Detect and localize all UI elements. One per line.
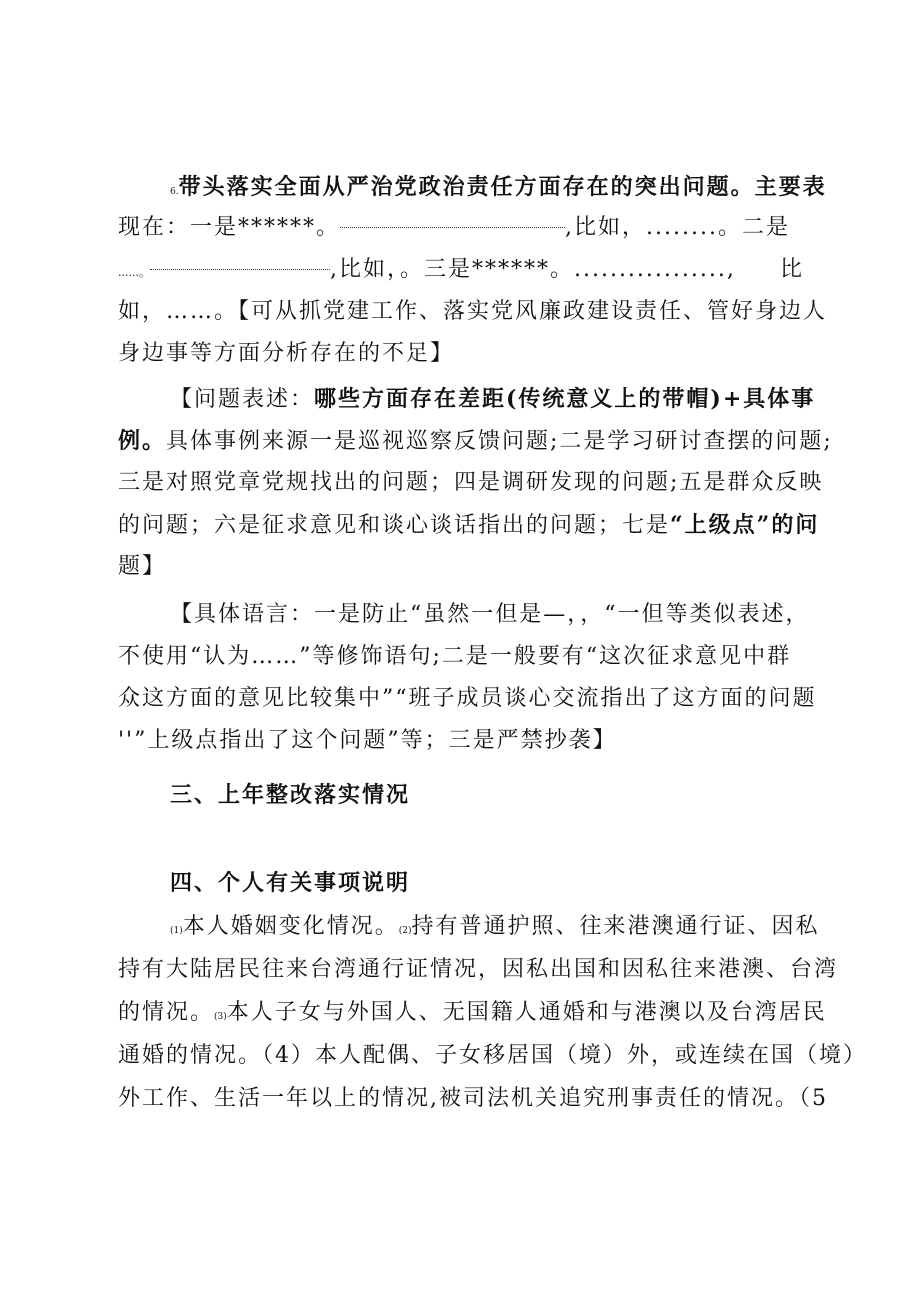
language-line-4: ''”上级点指出了这个问题”等；三是严禁抄袭】	[118, 728, 617, 753]
personal-text: 的情况。	[118, 1000, 215, 1025]
heading-section-3: 三、上年整改落实情况	[170, 782, 411, 808]
section6-title: 带头落实全面从严治党政治责任方面存在的突出问题。	[178, 174, 755, 200]
section6-line-5: 身边事等方面分析存在的不足】	[118, 341, 455, 366]
item-marker: (2)	[398, 926, 412, 936]
section6-text: 比	[780, 257, 805, 282]
problem-line-2	[118, 426, 833, 457]
problem-line-4	[118, 510, 819, 541]
personal-text: 持有普通护照、往来港澳通行证、因私	[411, 914, 820, 939]
problem-text: 的问题；六是征求意见和谈心谈话指出的问题；七是	[118, 513, 671, 538]
item-marker: (1)	[170, 926, 183, 936]
fill-blank-line	[340, 226, 565, 228]
section6-line-3	[118, 255, 736, 288]
personal-text: 本人子女与外国人、无国籍人通婚和与港澳以及台湾居民	[226, 1000, 827, 1025]
language-line-1: 【具体语言：一是防止“虽然一但是—，，“一但等类似表述，	[170, 602, 810, 627]
personal-line-5: 外工作、生活一年以上的情况,被司法机关追究刑事责任的情况。（5	[118, 1086, 828, 1111]
section6-line-1	[170, 172, 827, 207]
item-marker: (3)	[214, 1012, 227, 1022]
personal-line-3	[118, 998, 827, 1032]
problem-line-5: 题】	[118, 554, 167, 579]
section6-title-end: 主要表	[754, 174, 827, 200]
language-line-3: 众这方面的意见比较集中”“班子成员谈心交流指出了这方面的问题	[118, 686, 817, 711]
language-line-2: 不使用“认为……”等修饰语句;二是一般要有“这次征求意见中群	[118, 644, 792, 669]
problem-bold-text: 例。	[118, 428, 167, 454]
personal-line-4: 通婚的情况。（4）本人配偶、子女移居国（境）外，或连续在国（境）	[118, 1043, 867, 1068]
section6-text: ,比如，。三是******。.................,	[329, 257, 736, 282]
problem-bold-text: 哪些方面存在差距(传统意义上的带帽)+具体事	[314, 386, 816, 412]
item-marker: 6.	[170, 187, 179, 197]
section6-text: ......。	[118, 266, 150, 279]
section6-line-4: 如，……。【可从抓党建工作、落实党风廉政建设责任、管好身边人	[118, 299, 828, 324]
problem-line-1	[170, 384, 815, 415]
problem-bold-text: “上级点”的问	[670, 512, 820, 538]
personal-text: 本人婚姻变化情况。	[182, 914, 399, 939]
heading-section-4: 四、个人有关事项说明	[170, 870, 411, 896]
section6-line-2	[118, 213, 790, 243]
problem-label: 【问题表述：	[170, 387, 315, 412]
section6-text: ,比如，........。二是	[565, 215, 790, 240]
personal-line-1	[170, 912, 820, 946]
fill-blank-line	[150, 268, 330, 270]
problem-text: 具体事例来源一是巡视巡察反馈问题;二是学习研讨查摆的问题;	[166, 429, 833, 454]
section6-text: 现在：一是******。	[118, 215, 341, 240]
problem-line-3: 三是对照党章党规找出的问题；四是调研发现的问题;五是群众反映	[118, 470, 824, 495]
personal-line-2: 持有大陆居民往来台湾通行证情况，因私出国和因私往来港澳、台湾	[118, 957, 839, 982]
